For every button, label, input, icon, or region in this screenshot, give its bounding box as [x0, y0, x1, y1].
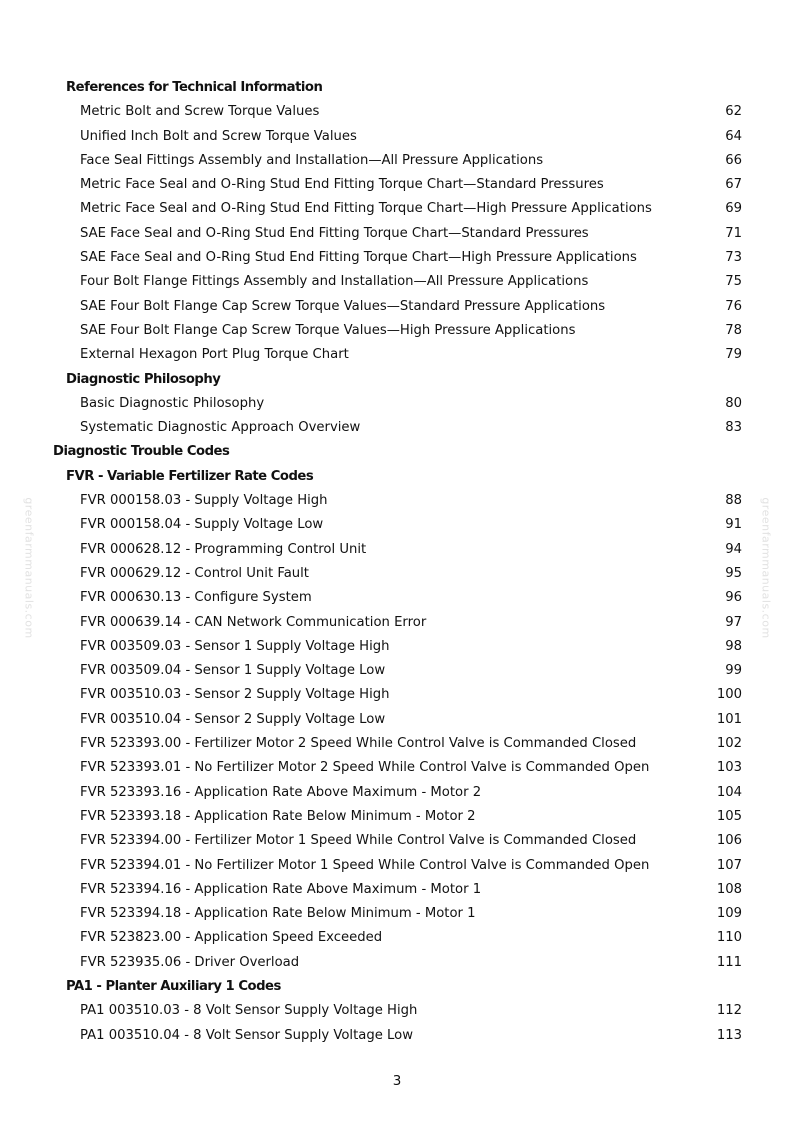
toc-entry[interactable] [0, 951, 794, 975]
toc-entry[interactable] [0, 416, 794, 440]
toc-entry[interactable] [0, 562, 794, 586]
toc-entry-title: FVR 000158.04 - Supply Voltage Low [80, 517, 324, 533]
toc-entry-page: 76 [725, 298, 742, 314]
toc-entry-page: 88 [725, 493, 742, 509]
toc-entry-title: FVR 523394.18 - Application Rate Below Minimum - Motor 1 [80, 906, 476, 922]
toc-entry[interactable] [0, 319, 794, 343]
toc-entry-title: FVR 523393.01 - No Fertilizer Motor 2 Speed While Control Valve is Commanded Open [80, 760, 650, 776]
toc-entry-page: 64 [725, 128, 742, 144]
toc-entry-title: FVR 523393.16 - Application Rate Above Maximum - Motor 2 [80, 784, 482, 800]
toc-entry-page: 78 [725, 322, 742, 338]
toc-section-heading [0, 465, 794, 489]
toc-entry-page: 112 [716, 1003, 742, 1019]
toc-entry-page: 105 [716, 808, 742, 824]
toc-entry-title: Systematic Diagnostic Approach Overview [80, 420, 361, 436]
toc-entry-title: FVR 523935.06 - Driver Overload [80, 954, 300, 970]
toc-entry-page: 101 [716, 711, 742, 727]
toc-entry-title: FVR 523394.01 - No Fertilizer Motor 1 Speed While Control Valve is Commanded Open [80, 857, 650, 873]
toc-entry[interactable] [0, 781, 794, 805]
toc-entry-page: 62 [725, 104, 742, 120]
table-of-contents [0, 76, 794, 1048]
toc-entry-title: Diagnostic Trouble Codes [53, 444, 230, 460]
toc-entry-page: 83 [725, 420, 742, 436]
toc-entry-title: Metric Face Seal and O-Ring Stud End Fitting Torque Chart—Standard Pressures [80, 177, 604, 193]
watermark-right: greenfarmmanuals.com [759, 497, 773, 639]
toc-entry[interactable] [0, 295, 794, 319]
toc-entry[interactable] [0, 197, 794, 221]
toc-entry-title: FVR 003509.04 - Sensor 1 Supply Voltage Low [80, 663, 386, 679]
toc-entry-page: 111 [716, 954, 742, 970]
toc-entry-page: 69 [725, 201, 742, 217]
toc-entry-title: FVR 000639.14 - CAN Network Communication Error [80, 614, 427, 630]
toc-entry-page: 80 [725, 395, 742, 411]
toc-entry[interactable] [0, 343, 794, 367]
toc-entry[interactable] [0, 683, 794, 707]
toc-entry[interactable] [0, 926, 794, 950]
toc-entry[interactable] [0, 489, 794, 513]
toc-entry-page: 67 [725, 177, 742, 193]
toc-section-heading [0, 368, 794, 392]
toc-entry-title: FVR 003509.03 - Sensor 1 Supply Voltage High [80, 638, 390, 654]
toc-entry-page: 107 [716, 857, 742, 873]
toc-entry-title: FVR 000628.12 - Programming Control Unit [80, 541, 367, 557]
toc-entry-page: 95 [725, 565, 742, 581]
toc-entry-title: Four Bolt Flange Fittings Assembly and Installation—All Pressure Applications [80, 274, 589, 290]
toc-entry-title: FVR 523394.00 - Fertilizer Motor 1 Speed While Control Valve is Commanded Closed [80, 833, 637, 849]
toc-entry-title: FVR 523393.00 - Fertilizer Motor 2 Speed While Control Valve is Commanded Closed [80, 736, 637, 752]
toc-entry-title: SAE Four Bolt Flange Cap Screw Torque Values—Standard Pressure Applications [80, 298, 606, 314]
toc-entry[interactable] [0, 999, 794, 1023]
toc-entry-title: Metric Bolt and Screw Torque Values [80, 104, 320, 120]
toc-entry-page: 96 [725, 590, 742, 606]
toc-entry-page: 71 [725, 225, 742, 241]
toc-entry[interactable] [0, 854, 794, 878]
toc-entry[interactable] [0, 513, 794, 537]
toc-entry-title: SAE Face Seal and O-Ring Stud End Fitting Torque Chart—Standard Pressures [80, 225, 589, 241]
toc-entry[interactable] [0, 149, 794, 173]
toc-entry-title: FVR 523823.00 - Application Speed Exceeded [80, 930, 383, 946]
toc-entry-title: FVR 523393.18 - Application Rate Below Minimum - Motor 2 [80, 808, 476, 824]
toc-entry-title: FVR 523394.16 - Application Rate Above Maximum - Motor 1 [80, 881, 482, 897]
toc-entry-page: 91 [725, 517, 742, 533]
toc-entry[interactable] [0, 829, 794, 853]
toc-entry[interactable] [0, 732, 794, 756]
toc-entry[interactable] [0, 805, 794, 829]
toc-entry-page: 75 [725, 274, 742, 290]
toc-entry-page: 113 [716, 1027, 742, 1043]
toc-entry[interactable] [0, 538, 794, 562]
toc-entry[interactable] [0, 270, 794, 294]
toc-entry-page: 109 [716, 906, 742, 922]
toc-entry[interactable] [0, 756, 794, 780]
toc-entry-title: Unified Inch Bolt and Screw Torque Values [80, 128, 357, 144]
toc-entry[interactable] [0, 878, 794, 902]
toc-entry-title: Face Seal Fittings Assembly and Installation—All Pressure Applications [80, 152, 544, 168]
toc-entry[interactable] [0, 1024, 794, 1048]
toc-entry-page: 102 [716, 736, 742, 752]
toc-entry-page: 106 [716, 833, 742, 849]
toc-entry[interactable] [0, 173, 794, 197]
toc-entry-page: 97 [725, 614, 742, 630]
toc-entry-title: FVR 003510.04 - Sensor 2 Supply Voltage Low [80, 711, 386, 727]
toc-entry-title: FVR 003510.03 - Sensor 2 Supply Voltage High [80, 687, 390, 703]
toc-entry-title: Metric Face Seal and O-Ring Stud End Fitting Torque Chart—High Pressure Applications [80, 201, 652, 217]
toc-entry-page: 98 [725, 638, 742, 654]
toc-entry-page: 108 [716, 881, 742, 897]
toc-entry-page: 110 [716, 930, 742, 946]
toc-entry-title: FVR 000158.03 - Supply Voltage High [80, 493, 328, 509]
toc-section-heading [0, 440, 794, 464]
toc-entry[interactable] [0, 611, 794, 635]
toc-entry-title: SAE Face Seal and O-Ring Stud End Fitting Torque Chart—High Pressure Applications [80, 250, 637, 266]
toc-entry[interactable] [0, 659, 794, 683]
toc-entry[interactable] [0, 125, 794, 149]
toc-entry[interactable] [0, 708, 794, 732]
toc-entry[interactable] [0, 100, 794, 124]
toc-section-heading [0, 975, 794, 999]
toc-entry[interactable] [0, 586, 794, 610]
toc-entry-page: 103 [716, 760, 742, 776]
toc-entry-page: 104 [716, 784, 742, 800]
toc-entry-title: PA1 - Planter Auxiliary 1 Codes [66, 978, 281, 994]
toc-entry-title: Diagnostic Philosophy [66, 371, 221, 387]
toc-entry-page: 94 [725, 541, 742, 557]
toc-entry-page: 79 [725, 347, 742, 363]
toc-entry[interactable] [0, 246, 794, 270]
toc-section-heading [0, 76, 794, 100]
toc-entry-title: PA1 003510.04 - 8 Volt Sensor Supply Voltage Low [80, 1027, 413, 1043]
toc-entry-title: External Hexagon Port Plug Torque Chart [80, 347, 349, 363]
toc-entry-title: Basic Diagnostic Philosophy [80, 395, 265, 411]
toc-entry-page: 66 [725, 152, 742, 168]
toc-entry[interactable] [0, 635, 794, 659]
toc-entry[interactable] [0, 392, 794, 416]
toc-entry-page: 73 [725, 250, 742, 266]
page-number: 3 [392, 1073, 402, 1089]
toc-entry-title: FVR 000629.12 - Control Unit Fault [80, 565, 309, 581]
toc-entry-page: 100 [716, 687, 742, 703]
toc-entry-title: FVR 000630.13 - Configure System [80, 590, 312, 606]
toc-entry-title: FVR - Variable Fertilizer Rate Codes [66, 468, 314, 484]
watermark-left: greenfarmmanuals.com [22, 497, 36, 639]
toc-entry-title: SAE Four Bolt Flange Cap Screw Torque Values—High Pressure Applications [80, 322, 576, 338]
toc-entry-page: 99 [725, 663, 742, 679]
toc-entry[interactable] [0, 902, 794, 926]
toc-entry[interactable] [0, 222, 794, 246]
toc-entry-title: References for Technical Information [66, 80, 323, 95]
toc-entry-title: PA1 003510.03 - 8 Volt Sensor Supply Voltage High [80, 1003, 418, 1019]
